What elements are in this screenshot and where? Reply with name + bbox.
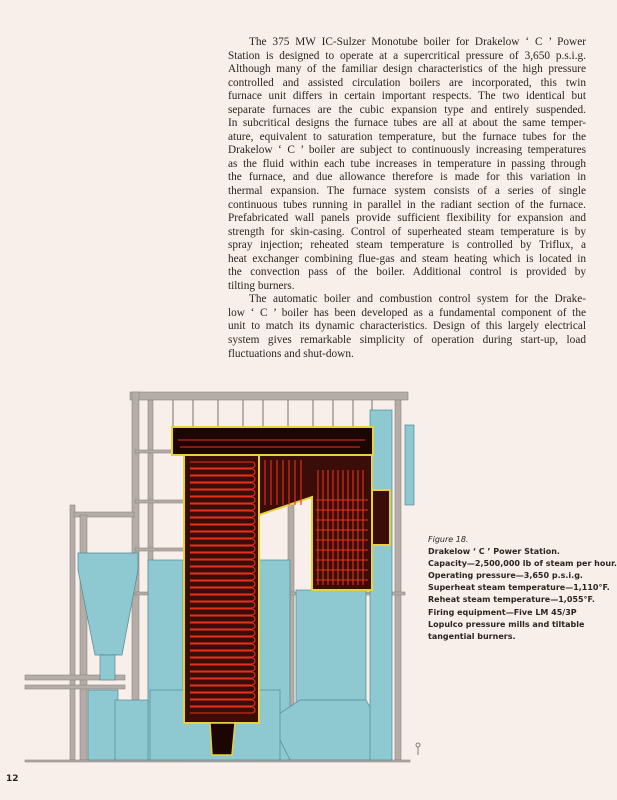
text-line: controlled and assisted circulation boilers are incorporated, this twin bbox=[228, 76, 586, 89]
text-line: heat exchanger combining flue-gas and steam heating which is located in bbox=[228, 252, 586, 265]
figure-label: Figure 18. bbox=[428, 535, 469, 544]
caption-line: Reheat steam temperature—1,055°F. bbox=[428, 595, 595, 605]
text-line: furnace unit differs in certain important respects. The two identical but bbox=[228, 90, 586, 103]
text-line: Drakelow ‘ C ’ boiler are subject to continuously increasing temperatures bbox=[228, 144, 586, 157]
text-line: The 375 MW IC-Sulzer Monotube boiler for Drakelow ‘ C ’ Power bbox=[249, 36, 586, 48]
caption-line: Superheat steam temperature—1,110°F. bbox=[428, 583, 610, 593]
text-line: tilting burners. bbox=[228, 279, 295, 292]
text-line: the furnace, and due allowance therefore is made for this variation in bbox=[228, 171, 586, 184]
caption-line: Capacity—2,500,000 lb of steam per hour. bbox=[428, 559, 617, 569]
text-line: In subcritical designs the furnace tubes are all at about the same temper- bbox=[228, 117, 586, 130]
text-line: as the fluid within each tube increases in temperature in passing through bbox=[228, 157, 586, 170]
caption-line: Lopulco pressure mills and tiltable bbox=[428, 619, 585, 629]
text-line: strength for skin-casing. Control of superheated steam temperature is by bbox=[228, 225, 586, 238]
text-line: low ‘ C ’ boiler has been developed as a fundamental component of the bbox=[228, 306, 586, 319]
page-number: 12 bbox=[6, 774, 19, 784]
text-line: separate furnaces are the cubic expansion type and entirely suspended. bbox=[228, 103, 586, 116]
caption-line: tangential burners. bbox=[428, 631, 516, 641]
text-line: Although many of the familiar design characteristics of the high pressure bbox=[228, 63, 586, 76]
figure-caption bbox=[428, 534, 617, 643]
text-line: spray injection; reheated steam temperature is controlled by Triflux, a bbox=[228, 239, 586, 252]
text-line: Station is designed to operate at a supercritical pressure of 3,650 p.s.i.g. bbox=[228, 49, 586, 62]
caption-line: Operating pressure—3,650 p.s.i.g. bbox=[428, 571, 583, 581]
text-line: continuous tubes running in parallel in the radiant section of the furnace. bbox=[228, 198, 586, 211]
hangers bbox=[173, 400, 372, 428]
caption-line: Firing equipment—Five LM 45/3P bbox=[428, 607, 577, 617]
text-line: The automatic boiler and combustion control system for the Drake- bbox=[249, 293, 586, 306]
paragraph-1 bbox=[228, 36, 586, 293]
scale-figure-icon bbox=[416, 743, 420, 755]
text-line: unit to match its dynamic characteristics. Design of this largely electrical bbox=[228, 320, 586, 333]
text-line: ature, equivalent to saturation temperature, but the furnace tubes for the bbox=[228, 130, 586, 143]
text-line: the convection pass of the boiler. Additional control is provided by bbox=[228, 266, 586, 279]
caption-line: Drakelow ‘ C ’ Power Station. bbox=[428, 547, 560, 557]
text-line: fluctuations and shut-down. bbox=[228, 347, 354, 360]
body-text bbox=[228, 36, 586, 361]
text-line: Prefabricated wall panels provide sufficient flexibility for expansion and bbox=[228, 212, 586, 225]
paragraph-2 bbox=[228, 293, 586, 361]
text-line: thermal expansion. The furnace system consists of a series of single bbox=[228, 185, 586, 198]
text-line: system gives remarkable simplicity of operation during start-up, load bbox=[228, 334, 586, 347]
